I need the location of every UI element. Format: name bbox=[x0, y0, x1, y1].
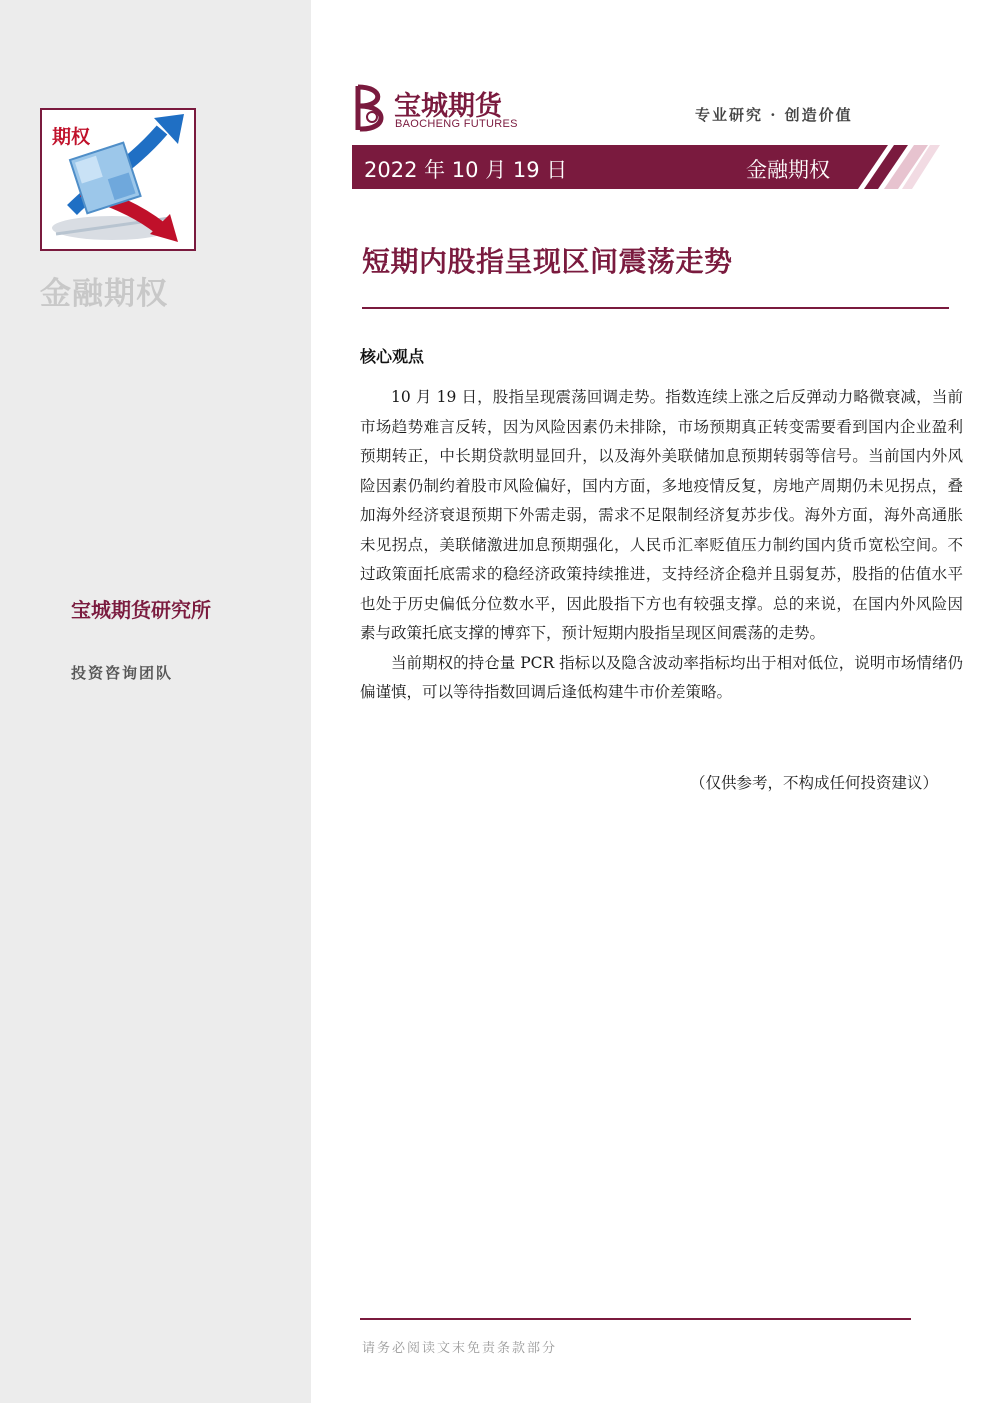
logo-text-cn: 宝城期货 bbox=[394, 91, 502, 122]
institute-name: 宝城期货研究所 bbox=[71, 598, 211, 622]
disclaimer: （仅供参考，不构成任何投资建议） bbox=[690, 774, 939, 792]
title-divider bbox=[362, 307, 949, 309]
report-category: 金融期权 bbox=[746, 158, 830, 182]
cover-image bbox=[40, 108, 196, 251]
report-title: 短期内股指呈现区间震荡走势 bbox=[362, 245, 733, 278]
brand-logo bbox=[354, 84, 524, 134]
slogan: 专业研究 · 创造价值 bbox=[695, 106, 853, 124]
paragraph: 10 月 19 日，股指呈现震荡回调走势。指数连续上涨之后反弹动力略微衰减，当前市场趋势难言反转，因为风险因素仍未排除，市场预期真正转变需要看到国内企业盈利预期转正，中长期贷款明显回升，以及海外美联储加息预期转弱等信号。当前国内外风险因素仍制约着股市风险偏好，国内方面，多地疫情反复，房地产周期仍未见拐点，叠加海外经济衰退预期下外需走弱，需求不足限制经济复苏步伐。海外方面，海外高通胀未见拐点，美联储激进加息预期强化，人民币汇率贬值压力制约国内货币宽松空间。不过政策面托底需求的稳经济政策持续推进，支持经济企稳并且弱复苏，股指的估值水平也处于历史偏低分位数水平，因此股指下方也有较强支撑。总的来说，在国内外风险因素与政策托底支撑的博弈下，预计短期内股指呈现区间震荡的走势。 bbox=[360, 388, 963, 642]
report-date: 2022 年 10 月 19 日 bbox=[364, 158, 568, 182]
sidebar bbox=[0, 0, 311, 1403]
footer-note: 请务必阅读文末免责条款部分 bbox=[362, 1341, 558, 1356]
footer-divider bbox=[360, 1318, 911, 1320]
cover-tag: 期权 bbox=[52, 126, 91, 148]
logo-mark-icon bbox=[354, 84, 390, 132]
paragraph: 当前期权的持仓量 PCR 指标以及隐含波动率指标均出于相对低位，说明市场情绪仍偏谨慎，可以等待指数回调后逢低构建牛市价差策略。 bbox=[360, 653, 963, 701]
report-body bbox=[360, 383, 963, 708]
logo-text-en: BAOCHENG FUTURES bbox=[395, 118, 518, 130]
sidebar-category: 金融期权 bbox=[40, 276, 168, 312]
section-heading: 核心观点 bbox=[360, 347, 425, 366]
date-banner bbox=[352, 145, 940, 189]
team-name: 投资咨询团队 bbox=[71, 664, 174, 682]
